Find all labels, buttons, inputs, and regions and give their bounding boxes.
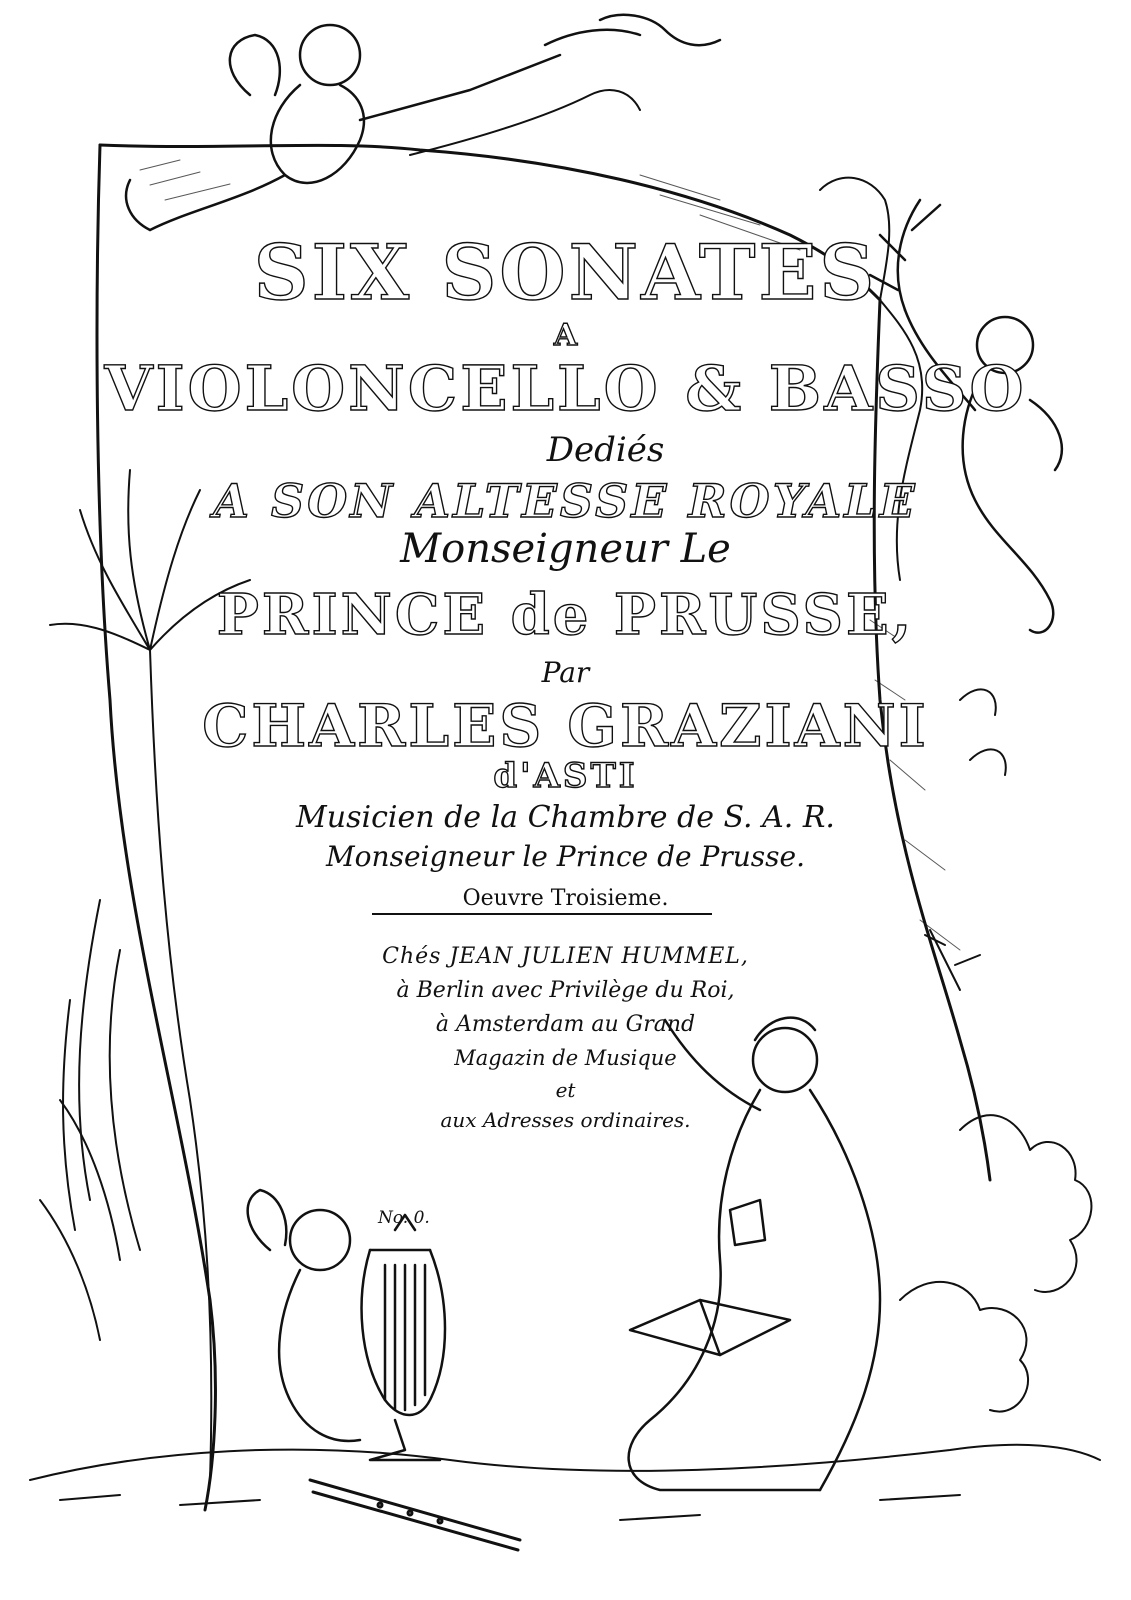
par: Par (541, 656, 590, 689)
dedication-intro: Dediés (546, 430, 665, 470)
ground (30, 1445, 1100, 1520)
plate-number: No. 0. (378, 1208, 430, 1228)
dedicatee-line-2: Monseigneur Le (400, 526, 731, 572)
publisher-line-2: à Berlin avec Privilège du Roi, (396, 978, 735, 1003)
composer: CHARLES GRAZIANI (202, 692, 929, 760)
publisher-line-6: aux Adresses ordinaires. (440, 1108, 691, 1132)
flying-putto-trumpet (126, 25, 640, 230)
flute (310, 1480, 520, 1550)
position-line-2: Monseigneur le Prince de Prusse. (326, 840, 805, 873)
opus: Oeuvre Troisieme. (462, 886, 669, 911)
publisher-line-4: Magazin de Musique (454, 1046, 677, 1070)
position-line-1: Musicien de la Chambre de S. A. R. (296, 800, 835, 835)
publisher-line-3: à Amsterdam au Grand (435, 1012, 696, 1037)
dedicatee-line-1: A SON ALTESSE ROYALE (213, 474, 918, 528)
dedicatee-line-3: PRINCE de PRUSSE, (216, 582, 915, 648)
publisher-line-1: Chés JEAN JULIEN HUMMEL, (382, 944, 749, 969)
publisher-line-5: et (555, 1078, 576, 1102)
title: SIX SONATES (253, 228, 878, 317)
instruments: VIOLONCELLO & BASSO (104, 352, 1027, 425)
origin: d'ASTI (493, 756, 638, 796)
opus-rule (372, 913, 712, 915)
putto-with-lyre (248, 1190, 445, 1460)
title-a: A (553, 318, 578, 353)
